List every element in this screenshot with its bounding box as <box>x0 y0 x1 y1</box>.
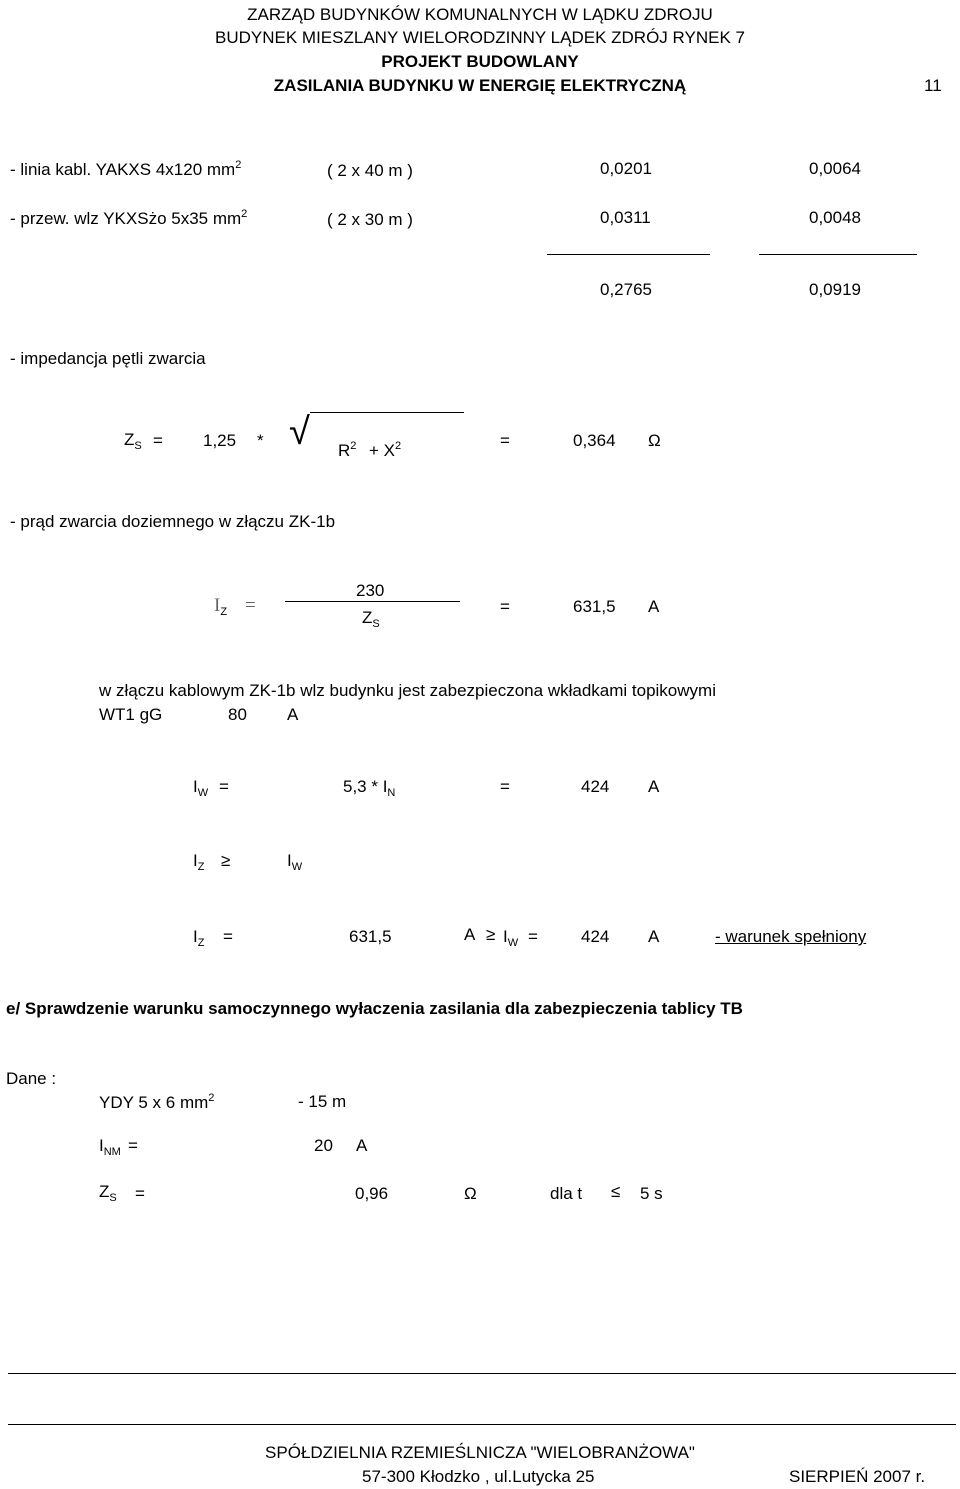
footer-address: 57-300 Kłodzko , ul.Lutycka 25 <box>362 1467 595 1486</box>
footer-date: SIERPIEŃ 2007 r. <box>789 1467 926 1486</box>
row-1-name: - linia kabl. YAKXS 4x120 $mm^2$ <box>10 159 242 179</box>
row-1-r: 0,0201 <box>600 159 652 178</box>
check-value: 631,5 <box>349 927 392 946</box>
numerator: 230 <box>356 581 385 600</box>
fraction-line <box>285 601 460 602</box>
total-x: 0,0919 <box>809 280 861 299</box>
check-equals-2: = <box>528 927 538 946</box>
inm-unit: A <box>356 1136 368 1155</box>
cable-type: YDY 5 x 6 $mm^2$ <box>99 1092 215 1112</box>
coef: 1,25 <box>203 431 237 450</box>
iw-result-equals: = <box>500 777 510 796</box>
header-line-1: ZARZĄD BUDYNKÓW KOMUNALNYCH W LĄDKU ZDROJU <box>247 5 713 24</box>
iw-unit: A <box>648 777 660 796</box>
condition-status: - warunek spełniony <box>715 927 867 946</box>
check-rhs: $I_W$ <box>503 927 519 949</box>
given-label: Dane : <box>6 1069 57 1088</box>
inm-label: $I_{NM}$ <box>99 1136 121 1158</box>
result-equals: = <box>500 431 510 450</box>
sum-line-x <box>759 254 917 255</box>
iz-result: 631,5 <box>573 597 616 616</box>
row-2-r: 0,0311 <box>600 208 651 227</box>
header-line-2: BUDYNEK MIESZLANY WIELORODZINNY LĄDEK ZDRÓJ RYNEK 7 <box>215 28 745 47</box>
sqrt-icon: √ <box>289 411 310 453</box>
row-2-name: - przew. wlz YKXSżo 5x35 $mm^2$ <box>10 208 248 228</box>
row-1-x: 0,0064 <box>809 159 861 178</box>
check-unit-2: A <box>648 927 660 946</box>
x-term: + $X^2$ <box>369 440 402 460</box>
footer-divider-1 <box>8 1373 956 1374</box>
footer-divider-2 <box>8 1424 956 1425</box>
section-e-title: e/ Sprawdzenie warunku samoczynnego wyłaczenia zasilania dla zabezpieczenia tablicy TB <box>6 999 743 1018</box>
time-value: 5 s <box>640 1184 663 1203</box>
iw-label: $I_W$ <box>193 777 209 799</box>
inm-equals: = <box>128 1136 138 1155</box>
time-condition: dla t <box>550 1184 583 1203</box>
header-line-4: ZASILANIA BUDYNKU W ENERGIĘ ELEKTRYCZNĄ <box>273 76 687 95</box>
header-line-3: PROJEKT BUDOWLANY <box>381 52 579 71</box>
zs-label: $Z_S$ <box>124 430 142 452</box>
r-term: $R^2$ <box>338 440 357 460</box>
inm-value: 20 <box>314 1136 333 1155</box>
cable-length: - 15 m <box>298 1092 347 1111</box>
iz-result-equals: = <box>500 597 510 616</box>
page-number: 11 <box>924 76 942 95</box>
fault-heading: - prąd zwarcia doziemnego w złączu ZK-1b <box>10 512 336 531</box>
iz-unit: A <box>648 597 660 616</box>
sum-line-r <box>547 254 710 255</box>
impedance-heading: - impedancja pętli zwarcia <box>10 349 206 368</box>
fuse-type: WT1 gG <box>99 705 163 724</box>
sqrt-bar <box>310 412 464 413</box>
check-value-2: 424 <box>581 927 610 946</box>
protection-text: w złączu kablowym ZK-1b wlz budynku jest zabezpieczona wkładkami topikowymi <box>99 681 716 700</box>
check-equals: = <box>223 927 233 946</box>
iz-label: $I_Z$ <box>214 595 228 618</box>
iw-result: 424 <box>581 777 610 796</box>
ohm-icon: Ω <box>648 431 661 450</box>
leq-icon: ≤ <box>611 1182 621 1201</box>
fuse-unit: A <box>287 705 299 724</box>
zs-result: 0,364 <box>573 431 616 450</box>
check-unit-1: A <box>464 925 476 944</box>
denominator: $Z_S$ <box>362 608 380 630</box>
multiply: * <box>257 431 264 450</box>
row-2-x: 0,0048 <box>809 208 861 227</box>
zs-given-equals: = <box>135 1184 145 1203</box>
check-geq-icon: ≥ <box>486 925 496 944</box>
zs-equals: = <box>153 431 163 450</box>
geq-icon: ≥ <box>221 851 231 870</box>
ohm-given-icon: Ω <box>464 1184 477 1203</box>
cond-rhs: $I_W$ <box>287 851 303 873</box>
row-2-length: ( 2 x 30 m ) <box>327 210 413 229</box>
iz-equals: = <box>245 595 256 616</box>
zs-given-label: $Z_S$ <box>99 1182 117 1204</box>
check-lhs: $I_Z$ <box>193 927 205 949</box>
iw-equals: = <box>219 777 229 796</box>
footer-company: SPÓŁDZIELNIA RZEMIEŚLNICZA "WIELOBRANŻOWA" <box>265 1443 695 1462</box>
row-1-length: ( 2 x 40 m ) <box>327 161 413 180</box>
iw-formula: $5,3 * I_N$ <box>343 777 396 799</box>
zs-given-value: 0,96 <box>355 1184 389 1203</box>
total-r: 0,2765 <box>600 280 652 299</box>
cond-lhs: $I_Z$ <box>193 851 205 873</box>
fuse-value: 80 <box>228 705 247 724</box>
